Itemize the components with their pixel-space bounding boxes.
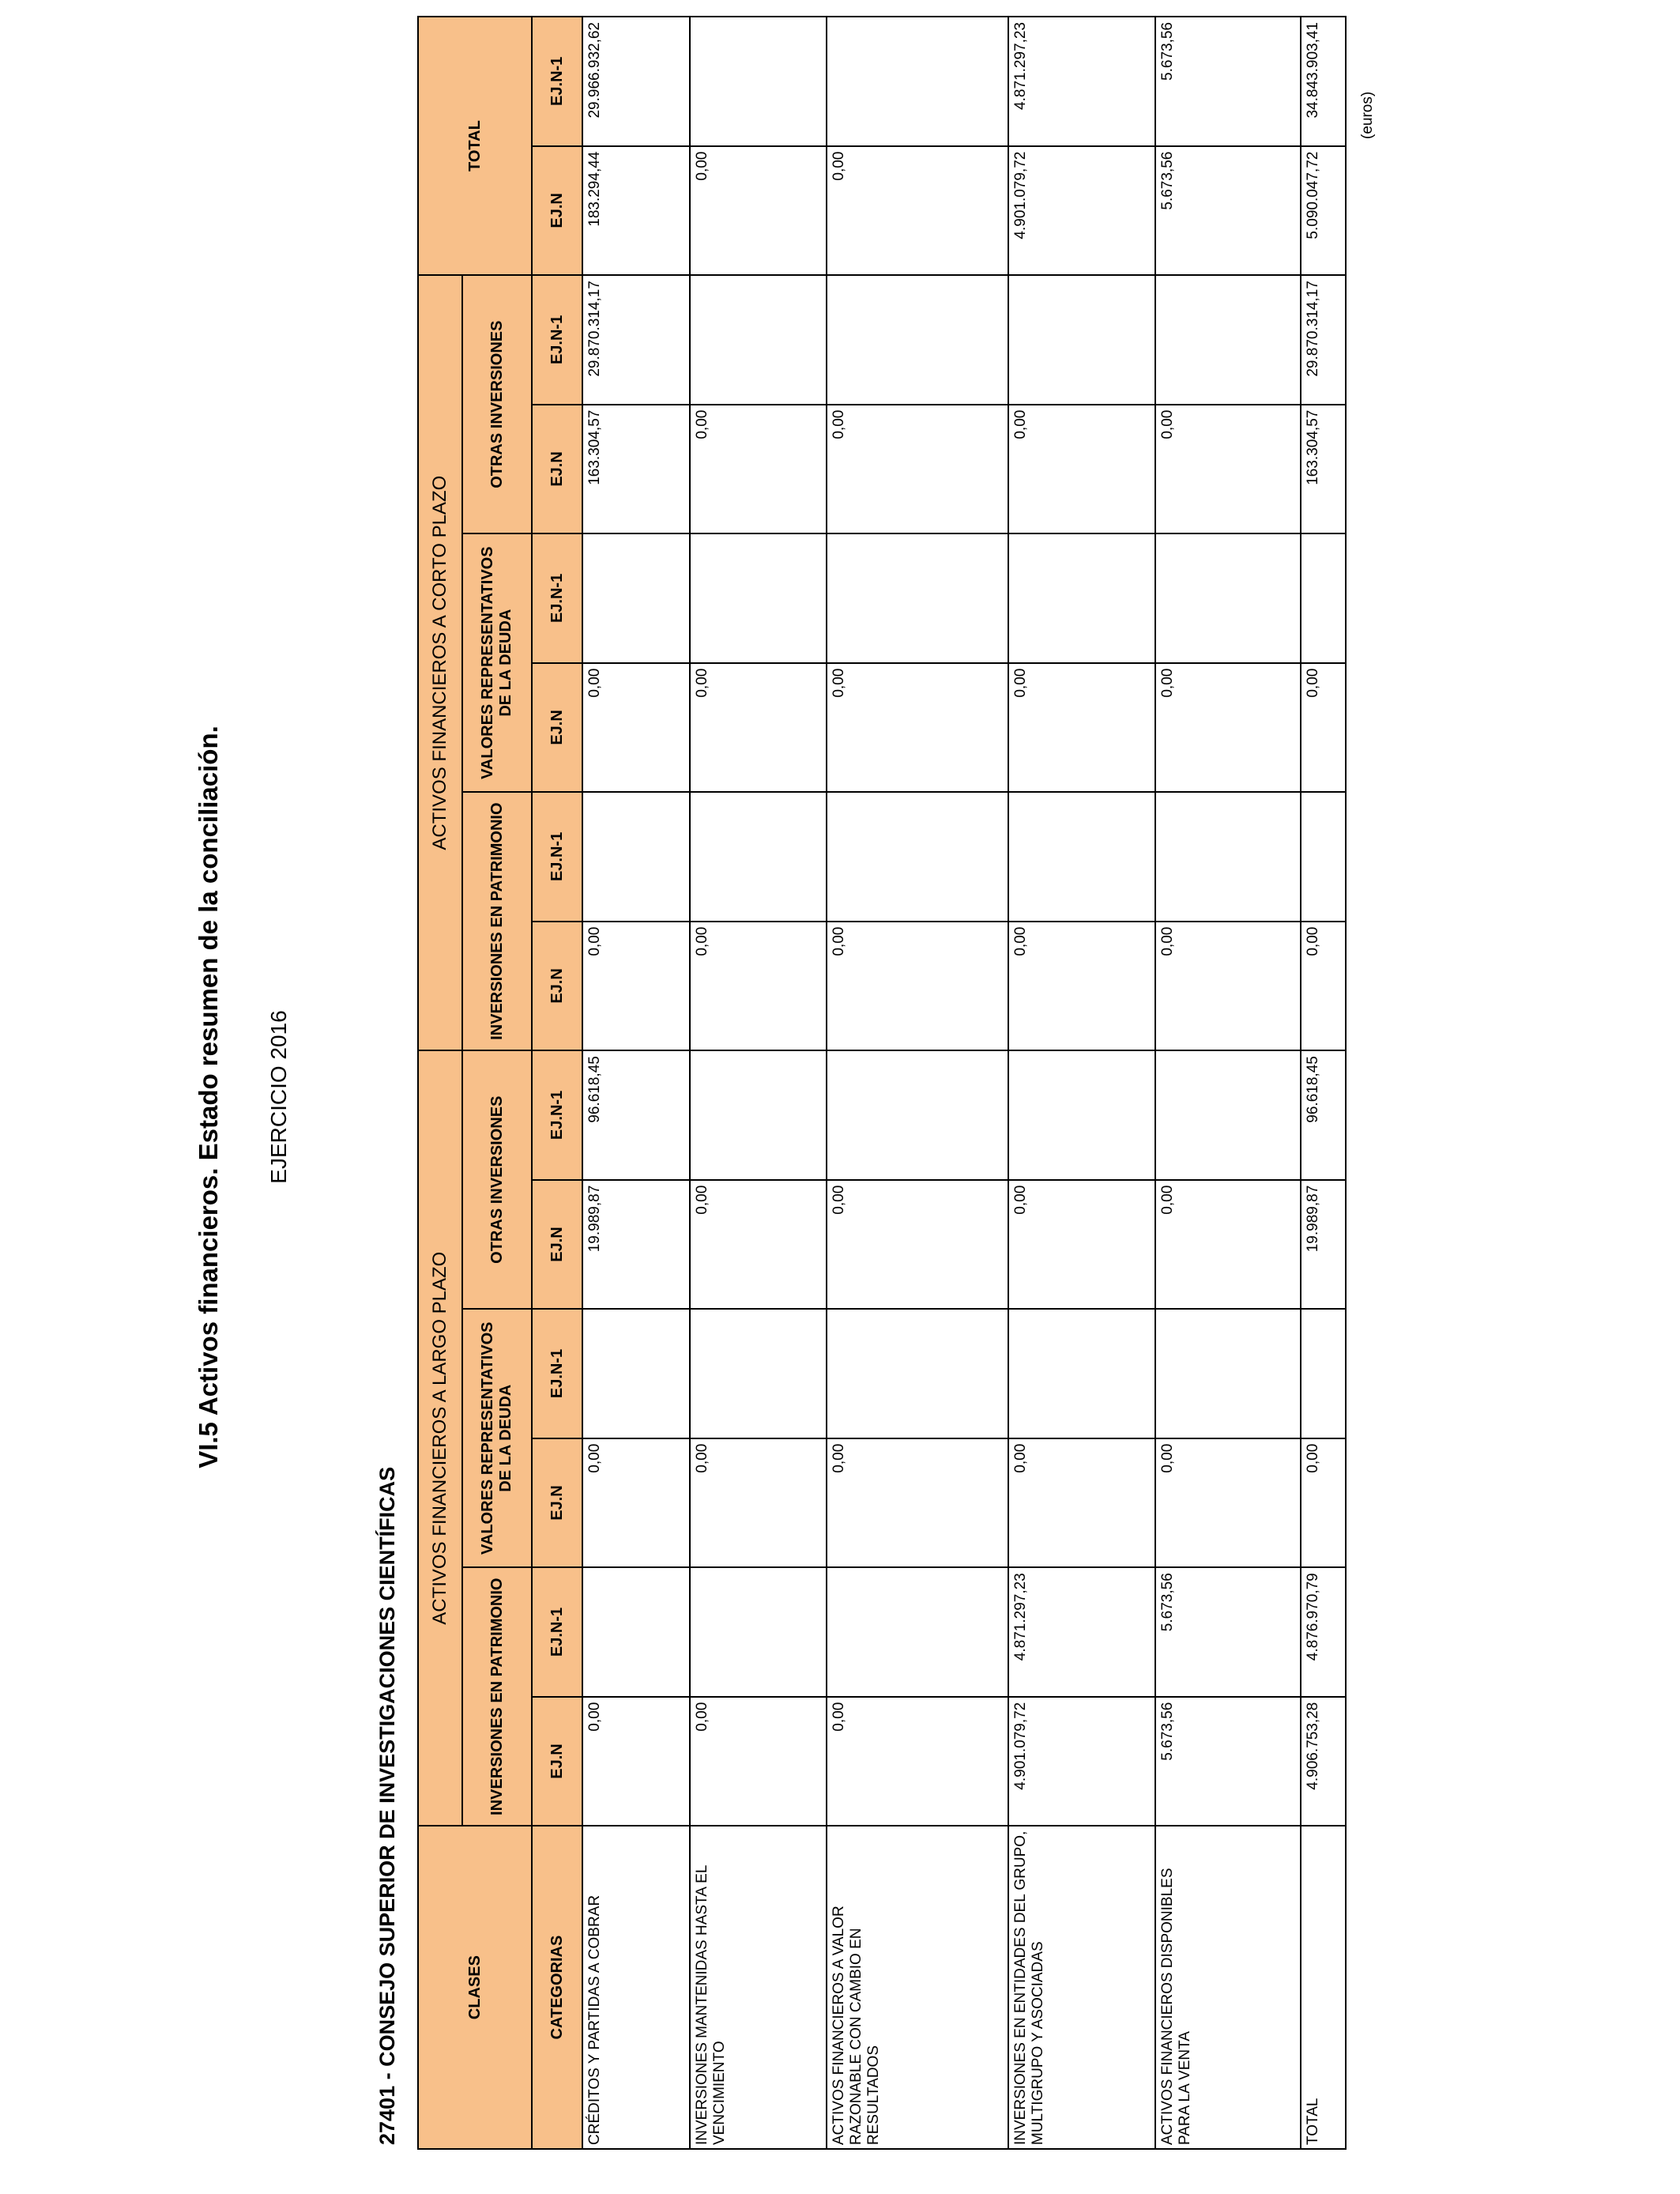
value-cell: 183.294,44 <box>582 146 690 276</box>
page-subtitle: EJERCICIO 2016 <box>266 1010 291 1184</box>
value-cell <box>1155 275 1300 405</box>
value-cell: 0,00 <box>1008 663 1156 793</box>
value-cell: 4.871.297,23 <box>1008 17 1156 146</box>
value-cell: 0,00 <box>1008 1438 1156 1568</box>
value-cell: 0,00 <box>690 405 826 534</box>
value-cell: 0,00 <box>1155 663 1300 793</box>
value-cell: 163.304,57 <box>582 405 690 534</box>
value-cell: 0,00 <box>1155 405 1300 534</box>
ej-n-header: EJ.N <box>532 405 582 534</box>
value-cell: 0,00 <box>827 663 1008 793</box>
value-cell <box>1155 792 1300 922</box>
value-cell: 0,00 <box>827 1180 1008 1310</box>
value-cell: 5.673,56 <box>1155 146 1300 276</box>
cp-otras-header: OTRAS INVERSIONES <box>462 275 532 533</box>
value-cell: 0,00 <box>582 663 690 793</box>
value-cell: 0,00 <box>827 1438 1008 1568</box>
ej-n1-header: EJ.N-1 <box>532 533 582 663</box>
value-cell <box>827 17 1008 146</box>
cp-patrimonio-header: INVERSIONES EN PATRIMONIO <box>462 792 532 1050</box>
cp-valores-header: VALORES REPRESENTATIVOS DE LA DEUDA <box>462 533 532 792</box>
table-row <box>582 17 690 2149</box>
value-cell <box>690 1567 826 1697</box>
value-cell <box>1008 1309 1156 1438</box>
value-cell: 0,00 <box>690 663 826 793</box>
value-cell <box>690 275 826 405</box>
value-cell: 96.618,45 <box>582 1050 690 1180</box>
value-cell: 96.618,45 <box>1301 1050 1346 1180</box>
value-cell <box>582 1309 690 1438</box>
value-cell <box>827 275 1008 405</box>
value-cell: 0,00 <box>582 1697 690 1826</box>
value-cell: 0,00 <box>1008 1180 1156 1310</box>
ej-n1-header: EJ.N-1 <box>532 275 582 405</box>
value-cell: 0,00 <box>1301 922 1346 1051</box>
value-cell <box>827 1050 1008 1180</box>
value-cell: 0,00 <box>690 146 826 276</box>
table-row <box>1301 17 1346 2149</box>
ej-n-header: EJ.N <box>532 146 582 276</box>
value-cell: 0,00 <box>1155 922 1300 1051</box>
ej-n-header: EJ.N <box>532 922 582 1051</box>
value-cell <box>827 1309 1008 1438</box>
table-row <box>1155 17 1300 2149</box>
value-cell <box>1155 1050 1300 1180</box>
value-cell: 4.906.753,28 <box>1301 1697 1346 1826</box>
value-cell: 0,00 <box>690 922 826 1051</box>
value-cell <box>1301 533 1346 663</box>
value-cell <box>690 1309 826 1438</box>
value-cell: 4.871.297,23 <box>1008 1567 1156 1697</box>
value-cell: 0,00 <box>827 405 1008 534</box>
value-cell: 34.843.903,41 <box>1301 17 1346 146</box>
value-cell <box>827 533 1008 663</box>
value-cell: 4.901.079,72 <box>1008 1697 1156 1826</box>
ej-n1-header: EJ.N-1 <box>532 1050 582 1180</box>
clases-header: CLASES <box>418 1826 532 2149</box>
corto-plazo-header: ACTIVOS FINANCIEROS A CORTO PLAZO <box>418 275 462 1050</box>
ej-n1-header: EJ.N-1 <box>532 1309 582 1438</box>
table-body <box>582 17 1346 2149</box>
value-cell: 0,00 <box>690 1438 826 1568</box>
entity-heading: 27401 - CONSEJO SUPERIOR DE INVESTIGACIONES CIENTÍFICAS <box>375 1466 399 2145</box>
value-cell <box>827 1567 1008 1697</box>
value-cell: 0,00 <box>827 146 1008 276</box>
largo-plazo-header: ACTIVOS FINANCIEROS A LARGO PLAZO <box>418 1050 462 1826</box>
ej-n-header: EJ.N <box>532 663 582 793</box>
value-cell: 5.090.047,72 <box>1301 146 1346 276</box>
table-row <box>1008 17 1156 2149</box>
value-cell <box>690 792 826 922</box>
category-cell: TOTAL <box>1301 1826 1346 2149</box>
value-cell <box>582 533 690 663</box>
value-cell: 5.673,56 <box>1155 1697 1300 1826</box>
value-cell <box>690 533 826 663</box>
table-row <box>827 17 1008 2149</box>
value-cell: 4.901.079,72 <box>1008 146 1156 276</box>
lp-otras-header: OTRAS INVERSIONES <box>462 1050 532 1309</box>
category-cell: CRÉDITOS Y PARTIDAS A COBRAR <box>582 1826 690 2149</box>
value-cell <box>582 1567 690 1697</box>
total-header: TOTAL <box>418 17 532 275</box>
value-cell: 5.673,56 <box>1155 1567 1300 1697</box>
value-cell: 0,00 <box>690 1180 826 1310</box>
lp-patrimonio-header: INVERSIONES EN PATRIMONIO <box>462 1567 532 1826</box>
value-cell: 163.304,57 <box>1301 405 1346 534</box>
value-cell <box>827 792 1008 922</box>
ej-n1-header: EJ.N-1 <box>532 17 582 146</box>
ej-n-header: EJ.N <box>532 1180 582 1310</box>
value-cell <box>1008 533 1156 663</box>
category-cell: ACTIVOS FINANCIEROS DISPONIBLES PARA LA VENTA <box>1155 1826 1300 2149</box>
value-cell <box>1008 275 1156 405</box>
value-cell <box>690 17 826 146</box>
value-cell <box>1155 1309 1300 1438</box>
value-cell: 0,00 <box>582 922 690 1051</box>
value-cell: 19.989,87 <box>1301 1180 1346 1310</box>
value-cell: 0,00 <box>690 1697 826 1826</box>
category-cell: INVERSIONES MANTENIDAS HASTA EL VENCIMIENTO <box>690 1826 826 2149</box>
category-cell: INVERSIONES EN ENTIDADES DEL GRUPO, MULTIGRUPO Y ASOCIADAS <box>1008 1826 1156 2149</box>
categorias-header: CATEGORIAS <box>532 1826 582 2149</box>
lp-valores-header: VALORES REPRESENTATIVOS DE LA DEUDA <box>462 1309 532 1567</box>
ej-n1-header: EJ.N-1 <box>532 1567 582 1697</box>
table-row <box>690 17 826 2149</box>
value-cell <box>1008 792 1156 922</box>
value-cell <box>1301 1309 1346 1438</box>
value-cell: 0,00 <box>1301 1438 1346 1568</box>
value-cell: 29.966.932,62 <box>582 17 690 146</box>
value-cell: 29.870.314,17 <box>1301 275 1346 405</box>
value-cell: 0,00 <box>1301 663 1346 793</box>
value-cell <box>690 1050 826 1180</box>
value-cell: 0,00 <box>1155 1180 1300 1310</box>
value-cell: 0,00 <box>1008 922 1156 1051</box>
value-cell: 19.989,87 <box>582 1180 690 1310</box>
value-cell <box>1301 792 1346 922</box>
value-cell: 5.673,56 <box>1155 17 1300 146</box>
value-cell <box>1008 1050 1156 1180</box>
page-title: VI.5 Activos financieros. Estado resumen de la conciliación. <box>194 726 223 1468</box>
value-cell: 0,00 <box>1155 1438 1300 1568</box>
value-cell <box>582 792 690 922</box>
value-cell: 4.876.970,79 <box>1301 1567 1346 1697</box>
ej-n-header: EJ.N <box>532 1438 582 1568</box>
reconciliation-table <box>417 16 1347 2150</box>
units-label: (euros) <box>1359 91 1376 139</box>
category-cell: ACTIVOS FINANCIEROS A VALOR RAZONABLE CON CAMBIO EN RESULTADOS <box>827 1826 1008 2149</box>
value-cell: 29.870.314,17 <box>582 275 690 405</box>
value-cell <box>1155 533 1300 663</box>
value-cell: 0,00 <box>1008 405 1156 534</box>
ej-n-header: EJ.N <box>532 1697 582 1826</box>
value-cell: 0,00 <box>582 1438 690 1568</box>
value-cell: 0,00 <box>827 922 1008 1051</box>
value-cell: 0,00 <box>827 1697 1008 1826</box>
ej-n1-header: EJ.N-1 <box>532 792 582 922</box>
